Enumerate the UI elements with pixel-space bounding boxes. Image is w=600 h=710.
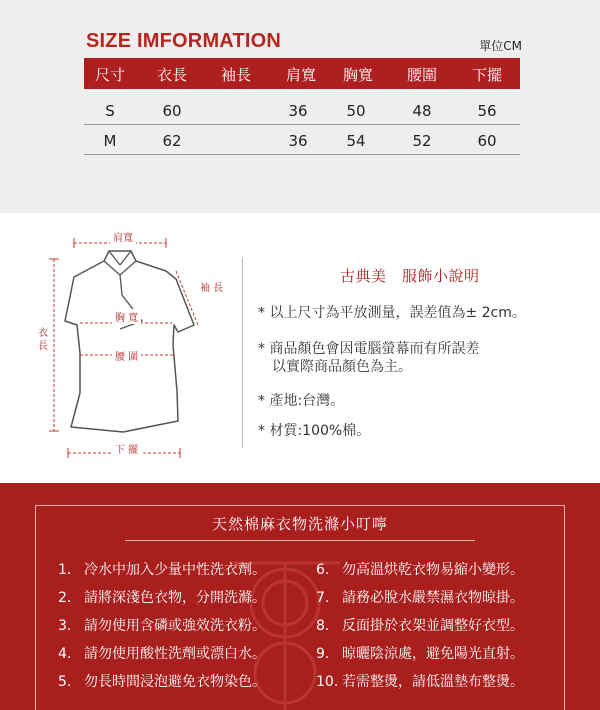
care-item: 9. 晾曬陰涼處，避免陽光直射。 <box>316 646 524 662</box>
cell-shoulder: 36 <box>288 132 308 150</box>
cell-shoulder: 36 <box>288 102 308 120</box>
note-material: * 材質:100%棉。 <box>258 423 371 439</box>
cell-hem: 56 <box>477 102 497 120</box>
header-length: 衣長 <box>156 66 188 84</box>
hem-label: 下 擺 <box>112 441 141 456</box>
table-row <box>84 95 520 125</box>
care-title-underline <box>125 540 475 541</box>
shirt-outline <box>65 251 194 432</box>
cell-chest: 54 <box>346 132 366 150</box>
size-info-section <box>0 0 600 213</box>
size-info-title: SIZE IMFORMATION <box>86 30 282 52</box>
cell-size: S <box>105 102 115 120</box>
waist-label: 腰 圍 <box>112 348 141 363</box>
care-item: 7. 請務必脫水嚴禁濕衣物晾掛。 <box>316 590 524 606</box>
cell-length: 62 <box>162 132 182 150</box>
table-row <box>84 125 520 155</box>
header-waist: 腰圍 <box>406 66 438 84</box>
care-item: 6. 勿高溫烘乾衣物易縮小變形。 <box>316 562 524 578</box>
cell-chest: 50 <box>346 102 366 120</box>
vertical-divider <box>242 258 243 448</box>
care-item: 4. 請勿使用酸性洗劑或漂白水。 <box>58 646 266 662</box>
notes-title: 古典美 服飾小說明 <box>340 267 480 285</box>
cell-hem: 60 <box>477 132 497 150</box>
unit-label: 單位CM <box>479 39 522 53</box>
size-table-header <box>84 58 520 89</box>
note-origin: * 產地:台灣。 <box>258 393 345 409</box>
shoulder-label: 肩寬 <box>110 229 136 244</box>
header-sleeve: 袖長 <box>220 66 252 84</box>
header-shoulder: 肩寬 <box>285 66 317 84</box>
care-item: 2. 請將深淺色衣物，分開洗滌。 <box>58 590 266 606</box>
note-tolerance: * 以上尺寸為平放測量，誤差值為± 2cm。 <box>258 305 526 321</box>
sleeve-label: 袖 長 <box>198 279 225 294</box>
chest-label: 胸 寬 <box>112 309 141 324</box>
header-hem: 下擺 <box>471 66 503 84</box>
header-size: 尺寸 <box>94 66 126 84</box>
care-item: 5. 勿長時間浸泡避免衣物染色。 <box>58 674 266 690</box>
cell-waist: 52 <box>412 132 432 150</box>
length-label: 衣 長 <box>38 328 48 352</box>
care-item: 10. 若需整燙，請低溫墊布整燙。 <box>316 674 524 690</box>
cell-size: M <box>103 132 117 150</box>
cell-length: 60 <box>162 102 182 120</box>
product-notes-section <box>0 213 600 483</box>
care-title: 天然棉麻衣物洗滌小叮嚀 <box>211 515 388 533</box>
sleeve-measure-line <box>176 271 198 325</box>
care-item: 1. 冷水中加入少量中性洗衣劑。 <box>58 562 266 578</box>
care-section <box>0 483 600 710</box>
header-chest: 胸寬 <box>342 66 374 84</box>
collar-outline <box>104 251 136 275</box>
care-item: 8. 反面掛於衣架並調整好衣型。 <box>316 618 524 634</box>
note-color-cont: 以實際商品顏色為主。 <box>272 359 412 375</box>
cell-waist: 48 <box>412 102 432 120</box>
note-color: * 商品顏色會因電腦螢幕而有所誤差 <box>258 341 480 357</box>
care-item: 3. 請勿使用含磷或強效洗衣粉。 <box>58 618 266 634</box>
garment-diagram <box>0 213 240 473</box>
